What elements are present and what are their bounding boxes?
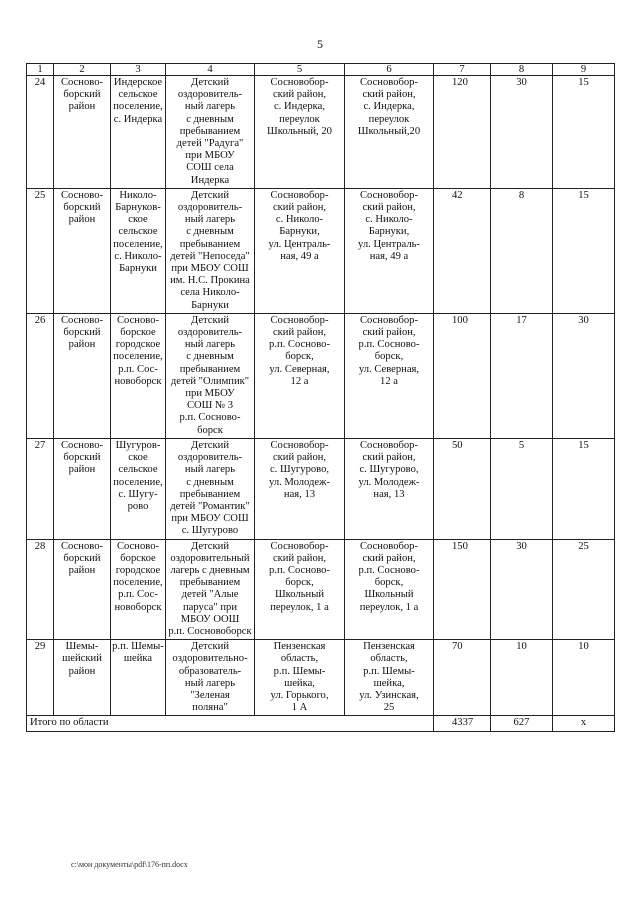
table-body bbox=[27, 64, 615, 732]
address-cell: Сосновобор- ский район, р.п. Сосново- борск, Школьный переулок, 1 а bbox=[255, 539, 345, 640]
col9-cell: 15 bbox=[553, 438, 615, 539]
address-cell: Сосновобор- ский район, с. Николо- Барнуки, ул. Централь- ная, 49 а bbox=[255, 188, 345, 313]
address-cell: Сосновобор- ский район, с. Шугурово, ул. Молодеж- ная, 13 bbox=[255, 438, 345, 539]
district-cell: Шемы- шейский район bbox=[54, 640, 111, 716]
header-cell: 5 bbox=[255, 64, 345, 76]
camp-name-cell: Детский оздоровитель- ный лагерь с дневным пребыванием детей "Романтик" при МБОУ СОШ с. Шугурово bbox=[166, 438, 255, 539]
total-col8: 627 bbox=[491, 716, 553, 731]
location-cell: Пензенская область, р.п. Шемы- шейка, ул. Узинская, 25 bbox=[345, 640, 434, 716]
row-number-cell: 28 bbox=[27, 539, 54, 640]
col7-cell: 100 bbox=[434, 313, 491, 438]
address-cell: Пензенская область, р.п. Шемы- шейка, ул. Горького, 1 А bbox=[255, 640, 345, 716]
col8-cell: 30 bbox=[491, 539, 553, 640]
header-cell: 9 bbox=[553, 64, 615, 76]
district-cell: Сосново- борский район bbox=[54, 313, 111, 438]
col7-cell: 150 bbox=[434, 539, 491, 640]
header-cell: 3 bbox=[111, 64, 166, 76]
settlement-cell: Шугуров- ское сельское поселение, с. Шугу- рово bbox=[111, 438, 166, 539]
col9-cell: 25 bbox=[553, 539, 615, 640]
camps-table bbox=[26, 63, 615, 732]
footer-file-path: c:\мои документы\pdf\176-пп.docx bbox=[71, 860, 188, 869]
camp-name-cell: Детский оздоровитель- ный лагерь с дневным пребыванием детей "Радуга" при МБОУ СОШ села Индерка bbox=[166, 76, 255, 189]
address-cell: Сосновобор- ский район, с. Индерка, переулок Школьный, 20 bbox=[255, 76, 345, 189]
row-number-cell: 29 bbox=[27, 640, 54, 716]
table-row bbox=[27, 539, 615, 640]
row-number-cell: 26 bbox=[27, 313, 54, 438]
settlement-cell: Сосново- борское городское поселение, р.п. Сос- новоборск bbox=[111, 313, 166, 438]
district-cell: Сосново- борский район bbox=[54, 188, 111, 313]
col7-cell: 70 bbox=[434, 640, 491, 716]
header-cell: 4 bbox=[166, 64, 255, 76]
row-number-cell: 24 bbox=[27, 76, 54, 189]
row-number-cell: 25 bbox=[27, 188, 54, 313]
settlement-cell: р.п. Шемы- шейка bbox=[111, 640, 166, 716]
camp-name-cell: Детский оздоровитель- ный лагерь с дневным пребыванием детей "Непоседа" при МБОУ СОШ им. Н.С. Прокина села Николо- Барнуки bbox=[166, 188, 255, 313]
header-cell: 8 bbox=[491, 64, 553, 76]
col7-cell: 42 bbox=[434, 188, 491, 313]
settlement-cell: Сосново- борское городское поселение, р.п. Сос- новоборск bbox=[111, 539, 166, 640]
header-cell: 6 bbox=[345, 64, 434, 76]
total-col9: х bbox=[553, 716, 615, 731]
location-cell: Сосновобор- ский район, с. Индерка, переулок Школьный,20 bbox=[345, 76, 434, 189]
col9-cell: 15 bbox=[553, 76, 615, 189]
col8-cell: 17 bbox=[491, 313, 553, 438]
col8-cell: 8 bbox=[491, 188, 553, 313]
camp-name-cell: Детский оздоровитель- ный лагерь с дневным пребыванием детей "Олимпик" при МБОУ СОШ № 3 р.п. Сосново- борск bbox=[166, 313, 255, 438]
total-row bbox=[27, 716, 615, 731]
row-number-cell: 27 bbox=[27, 438, 54, 539]
table-row bbox=[27, 76, 615, 189]
table-row bbox=[27, 313, 615, 438]
location-cell: Сосновобор- ский район, с. Николо- Барнуки, ул. Централь- ная, 49 а bbox=[345, 188, 434, 313]
col9-cell: 30 bbox=[553, 313, 615, 438]
table-header-row bbox=[27, 64, 615, 76]
location-cell: Сосновобор- ский район, р.п. Сосново- борск, Школьный переулок, 1 а bbox=[345, 539, 434, 640]
location-cell: Сосновобор- ский район, р.п. Сосново- борск, ул. Северная, 12 а bbox=[345, 313, 434, 438]
col7-cell: 120 bbox=[434, 76, 491, 189]
col9-cell: 10 bbox=[553, 640, 615, 716]
district-cell: Сосново- борский район bbox=[54, 438, 111, 539]
district-cell: Сосново- борский район bbox=[54, 76, 111, 189]
total-label: Итого по области bbox=[27, 716, 434, 731]
settlement-cell: Николо- Барнуков- ское сельское поселение, с. Николо- Барнуки bbox=[111, 188, 166, 313]
col8-cell: 10 bbox=[491, 640, 553, 716]
header-cell: 7 bbox=[434, 64, 491, 76]
district-cell: Сосново- борский район bbox=[54, 539, 111, 640]
page-number: 5 bbox=[317, 37, 323, 51]
col8-cell: 5 bbox=[491, 438, 553, 539]
location-cell: Сосновобор- ский район, с. Шугурово, ул. Молодеж- ная, 13 bbox=[345, 438, 434, 539]
col8-cell: 30 bbox=[491, 76, 553, 189]
address-cell: Сосновобор- ский район, р.п. Сосново- борск, ул. Северная, 12 а bbox=[255, 313, 345, 438]
table-row bbox=[27, 640, 615, 716]
header-cell: 1 bbox=[27, 64, 54, 76]
col9-cell: 15 bbox=[553, 188, 615, 313]
header-cell: 2 bbox=[54, 64, 111, 76]
table-row bbox=[27, 438, 615, 539]
col7-cell: 50 bbox=[434, 438, 491, 539]
camp-name-cell: Детский оздоровительно- образователь- ный лагерь "Зеленая поляна" bbox=[166, 640, 255, 716]
settlement-cell: Индерское сельское поселение, с. Индерка bbox=[111, 76, 166, 189]
total-col7: 4337 bbox=[434, 716, 491, 731]
table-row bbox=[27, 188, 615, 313]
camp-name-cell: Детский оздоровительный лагерь с дневным пребыванием детей "Алые паруса" при МБОУ ООШ р.п. Сосновоборск bbox=[166, 539, 255, 640]
